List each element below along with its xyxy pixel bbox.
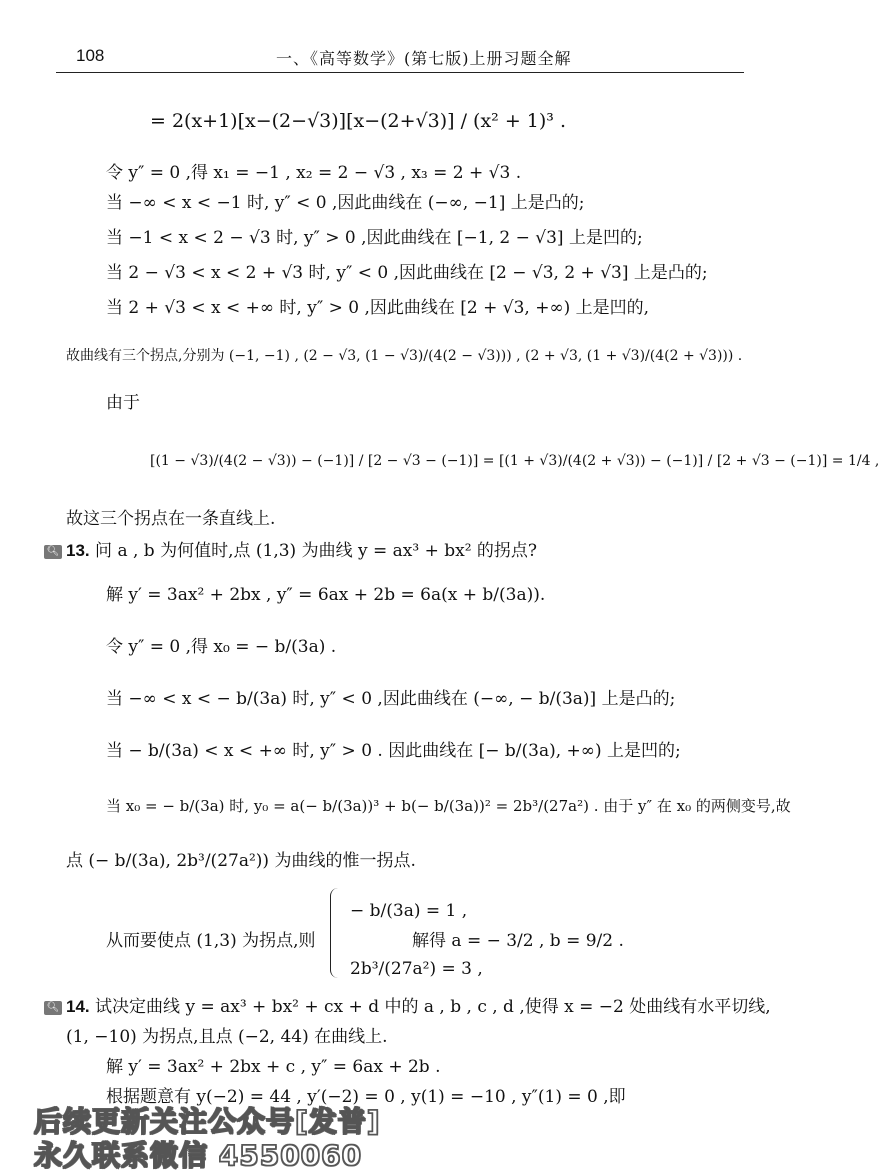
question-number: 13. <box>66 541 90 560</box>
inflection-points-line: 故曲线有三个拐点,分别为 (−1, −1) , (2 − √3, (1 − √3)/(4(2 − √3))) , (2 + √3, (1 + √3)/(4(2 + √3))) . <box>66 348 743 364</box>
text-line: (1, −10) 为拐点,且点 (−2, 44) 在曲线上. <box>66 1027 388 1047</box>
page-header <box>56 38 744 73</box>
text-line: 点 (− b/(3a), 2b³/(27a²)) 为曲线的惟一拐点. <box>66 851 416 871</box>
text-line: 当 x₀ = − b/(3a) 时, y₀ = a(− b/(3a))³ + b(− b/(3a))² = 2b³/(27a²) . 由于 y″ 在 x₀ 的两侧变号,故 <box>106 797 791 815</box>
text-line: 令 y″ = 0 ,得 x₀ = − b/(3a) . <box>106 637 337 657</box>
page-number: 108 <box>76 46 105 65</box>
system-eq-1: − b/(3a) = 1 , <box>350 901 468 921</box>
text-line: 当 −∞ < x < − b/(3a) 时, y″ < 0 ,因此曲线在 (−∞, − b/(3a)] 上是凸的; <box>106 689 676 709</box>
running-title: 一、《高等数学》(第七版)上册习题全解 <box>276 49 572 68</box>
watermark-line-1: 后续更新关注公众号[发普] <box>34 1105 381 1138</box>
text-line: 当 2 − √3 < x < 2 + √3 时, y″ < 0 ,因此曲线在 [2 − √3, 2 + √3] 上是凸的; <box>106 263 708 283</box>
text-line: 令 y″ = 0 ,得 x₁ = −1 , x₂ = 2 − √3 , x₃ = 2 + √3 . <box>106 163 522 183</box>
text-line: 当 − b/(3a) < x < +∞ 时, y″ > 0 . 因此曲线在 [− b/(3a), +∞) 上是凹的; <box>106 741 681 761</box>
text-line: 当 −∞ < x < −1 时, y″ < 0 ,因此曲线在 (−∞, −1] 上是凸的; <box>106 193 585 213</box>
brace <box>330 888 343 978</box>
magnifier-icon: 🔍︎ <box>44 545 62 559</box>
question-14 <box>44 996 771 1018</box>
text-line: 从而要使点 (1,3) 为拐点,则 <box>106 931 316 951</box>
solution-line: 解 y′ = 3ax² + 2bx + c , y″ = 6ax + 2b . <box>106 1057 441 1077</box>
text-line: 由于 <box>106 393 140 413</box>
watermark-line-2: 永久联系微信 4550060 <box>34 1139 363 1172</box>
fraction-second-derivative: = 2(x+1)[x−(2−√3)][x−(2+√3)] / (x² + 1)³ . <box>150 110 566 132</box>
slope-equation: [(1 − √3)/(4(2 − √3)) − (−1)] / [2 − √3 − (−1)] = [(1 + √3)/(4(2 + √3)) − (−1)] / [2 + √3 − (−1)] = 1/4 , <box>150 453 879 469</box>
question-number: 14. <box>66 997 90 1016</box>
system-solution: 解得 a = − 3/2 , b = 9/2 . <box>412 931 624 951</box>
solution-line: 解 y′ = 3ax² + 2bx , y″ = 6ax + 2b = 6a(x + b/(3a)). <box>106 585 546 605</box>
text-line: 根据题意有 y(−2) = 44 , y′(−2) = 0 , y(1) = −10 , y″(1) = 0 ,即 <box>106 1087 626 1107</box>
system-eq-2: 2b³/(27a²) = 3 , <box>350 959 483 979</box>
conclusion-line: 故这三个拐点在一条直线上. <box>66 509 276 529</box>
text-line: 当 2 + √3 < x < +∞ 时, y″ > 0 ,因此曲线在 [2 + √3, +∞) 上是凹的, <box>106 298 650 318</box>
magnifier-icon: 🔍︎ <box>44 1001 62 1015</box>
text-line: 当 −1 < x < 2 − √3 时, y″ > 0 ,因此曲线在 [−1, 2 − √3] 上是凹的; <box>106 228 643 248</box>
question-13 <box>44 540 537 562</box>
question-text: 试决定曲线 y = ax³ + bx² + cx + d 中的 a , b , c , d ,使得 x = −2 处曲线有水平切线, <box>95 997 771 1017</box>
question-text: 问 a , b 为何值时,点 (1,3) 为曲线 y = ax³ + bx² 的拐点? <box>95 541 538 561</box>
